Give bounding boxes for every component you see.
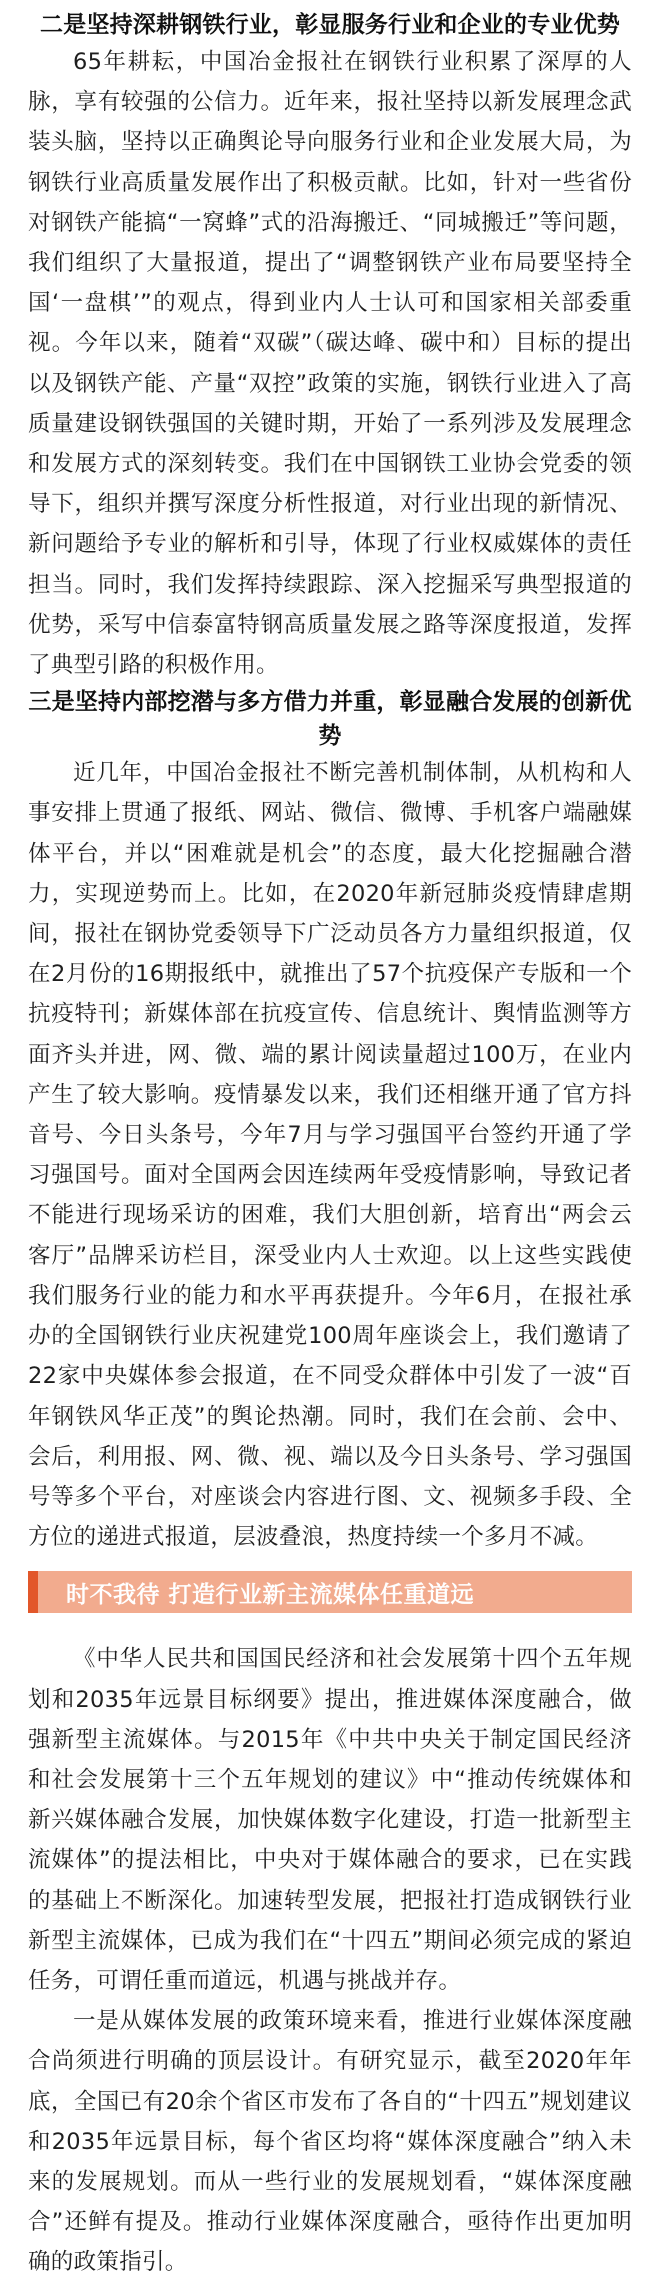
paragraph-14th-five-year-plan: 《中华人民共和国国民经济和社会发展第十四个五年规划和2035年远景目标纲要》提出，推进媒体深度融合，做强新型主流媒体。与2015年《中共中央关于制定国民经济和社会发展第十三个五年规划的建议》中“推动传统媒体和新兴媒体融合发展，加快媒体数字化建设，打造一批新型主流媒体”的提法相比，中央对于媒体融合的要求，已在实践的基础上不断深化。加速转型发展，把报社打造成钢铁行业新型主流媒体，已成为我们在“十四五”期间必须完成的紧迫任务，可谓任重而道远，机遇与挑战并存。 [28, 1646, 632, 1994]
section-title-accent [28, 1571, 38, 1613]
paragraph-industry-expertise: 65年耕耘，中国冶金报社在钢铁行业积累了深厚的人脉，享有较强的公信力。近年来，报社坚持以新发展理念武装头脑，坚持以正确舆论导向服务行业和企业发展大局，为钢铁行业高质量发展作出了积极贡献。比如，针对一些省份对钢铁产能搞“一窝蜂”式的沿海搬迁、“同城搬迁”等问题，我们组织了大量报道，提出了“调整钢铁产业布局要坚持全国‘一盘棋’”的观点，得到业内人士认可和国家相关部委重视。今年以来，随着“双碳”（碳达峰、碳中和）目标的提出以及钢铁产能、产量“双控”政策的实施，钢铁行业进入了高质量建设钢铁强国的关键时期，开始了一系列涉及发展理念和发展方式的深刻转变。我们在中国钢铁工业协会党委的领导下，组织并撰写深度分析性报道，对行业出现的新情况、新问题给予专业的解析和引导，体现了行业权威媒体的责任担当。同时，我们发挥持续跟踪、深入挖掘采写典型报道的优势，采写中信泰富特钢高质量发展之路等深度报道，发挥了典型引路的积极作用。 [28, 49, 632, 679]
section-title: 时不我待 打造行业新主流媒体任重道远 [66, 1581, 475, 1608]
section-heading-3: 三是坚持内部挖潜与多方借力并重，彰显融合发展的创新优势 [28, 689, 632, 750]
paragraph-policy-environment: 一是从媒体发展的政策环境来看，推进行业媒体深度融合尚须进行明确的顶层设计。有研究显示，截至2020年年底，全国已有20余个省区市发布了各自的“十四五”规划建议和2035年远景目标，每个省区均将“媒体深度融合”纳入未来的发展规划。而从一些行业的发展规划看，“媒体深度融合”还鲜有提及。推动行业媒体深度融合，亟待作出更加明确的政策指引。 [28, 2008, 632, 2276]
paragraph-media-integration: 近几年，中国冶金报社不断完善机制体制，从机构和人事安排上贯通了报纸、网站、微信、微博、手机客户端融媒体平台，并以“困难就是机会”的态度，最大化挖掘融合潜力，实现逆势而上。比如，在2020年新冠肺炎疫情肆虐期间，报社在钢协党委领导下广泛动员各方力量组织报道，仅在2月份的16期报纸中，就推出了57个抗疫保产专版和一个抗疫特刊；新媒体部在抗疫宣传、信息统计、舆情监测等方面齐头并进，网、微、端的累计阅读量超过100万，在业内产生了较大影响。疫情暴发以来，我们还相继开通了官方抖音号、今日头条号，今年7月与学习强国平台签约开通了学习强国号。面对全国两会因连续两年受疫情影响，导致记者不能进行现场采访的困难，我们大胆创新，培育出“两会云客厅”品牌采访栏目，深受业内人士欢迎。以上这些实践使我们服务行业的能力和水平再获提升。今年6月，在报社承办的全国钢铁行业庆祝建党100周年座谈会上，我们邀请了22家中央媒体参会报道，在不同受众群体中引发了一波“百年钢铁风华正茂”的舆论热潮。同时，我们在会前、会中、会后，利用报、网、微、视、端以及今日头条号、学习强国号等多个平台，对座谈会内容进行图、文、视频多手段、全方位的递进式报道，层波叠浪，热度持续一个多月不减。 [28, 760, 632, 1551]
section-heading-2: 二是坚持深耕钢铁行业，彰显服务行业和企业的专业优势 [40, 12, 620, 38]
section-title-bar [28, 1571, 632, 1613]
